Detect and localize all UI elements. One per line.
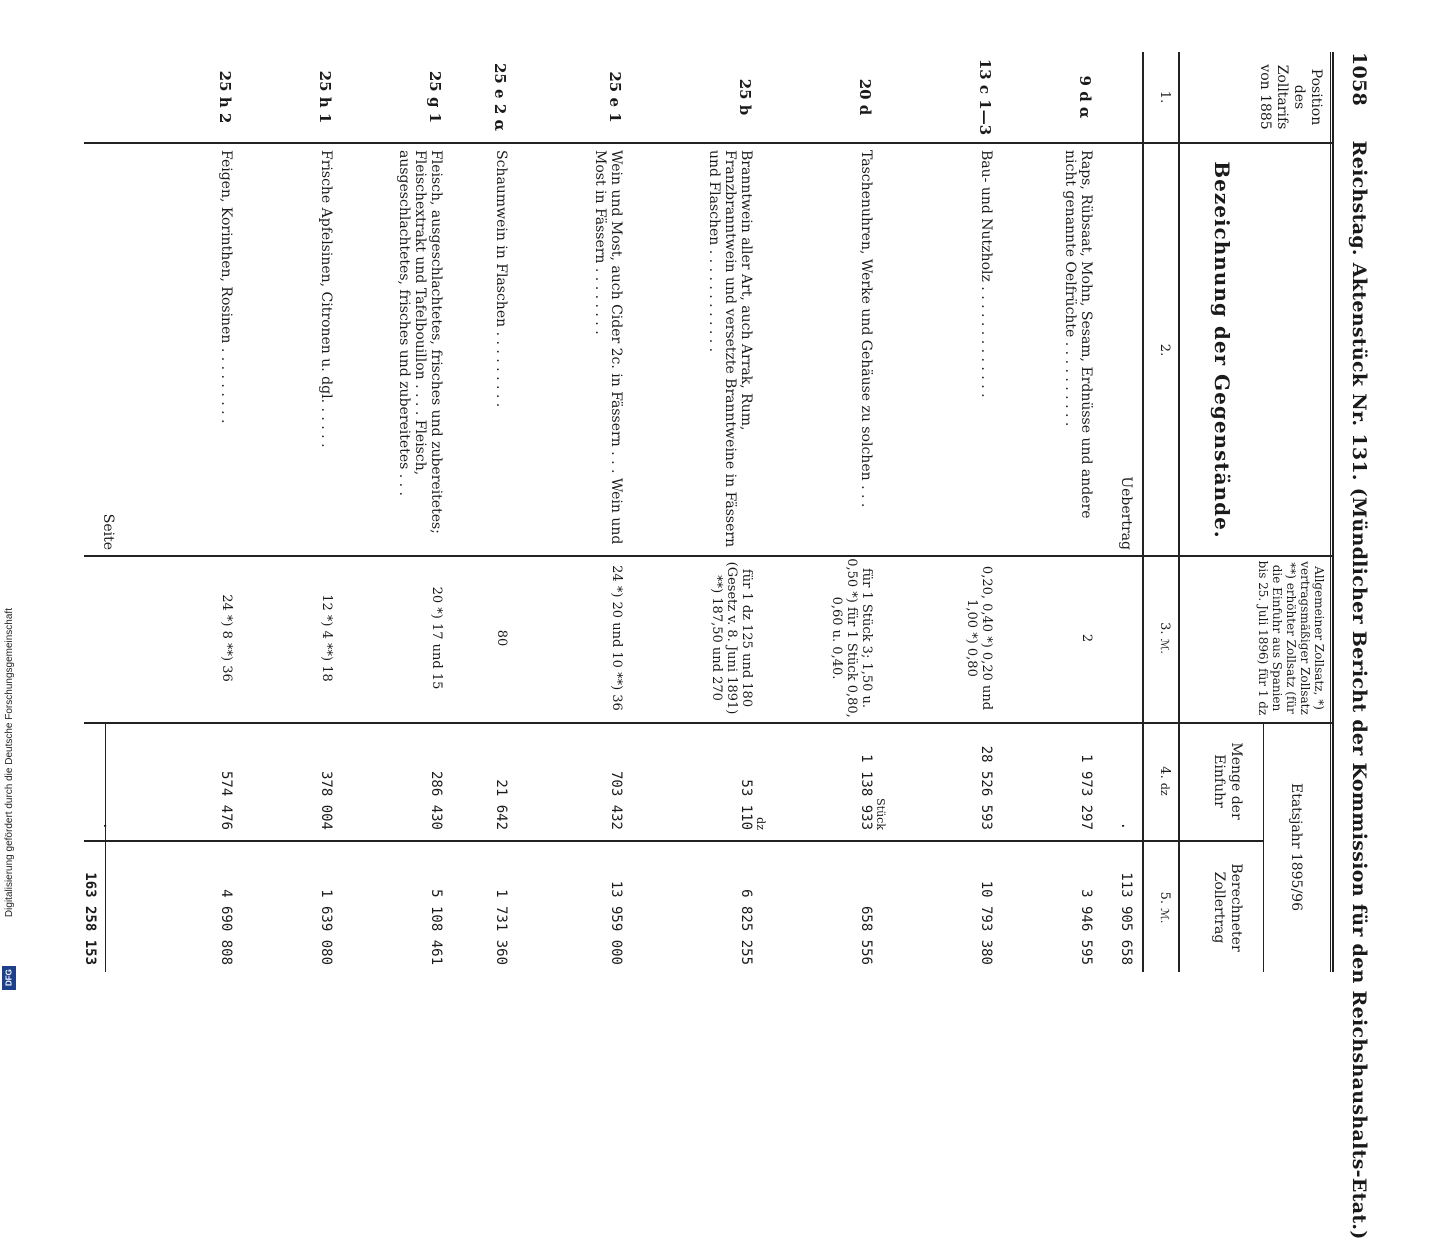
rule-top-inner (1330, 52, 1331, 972)
row-rate: 12 *) 4 **) 18 (319, 594, 334, 682)
header-quantity: Menge der Einfuhr (1211, 742, 1244, 820)
running-head-text: Reichstag. Aktenstück Nr. 131. (Mündlicher Bericht der Kommission für den Reichshaushalts-Etat.) (1348, 140, 1370, 1240)
carryover-duty: 113 905 658 (1118, 872, 1134, 965)
row-position: 25 e 2 α (491, 62, 509, 132)
rule-top (1332, 52, 1334, 972)
header-duty: Berechneter Zollertrag (1211, 863, 1244, 952)
row-duty: 658 556 (858, 905, 874, 965)
rule-col3 (84, 722, 1334, 724)
row-quantity: 286 430 (428, 770, 444, 830)
quantity-unit: dz (1158, 782, 1171, 796)
dfg-logo: DFG (2, 966, 16, 990)
row-position: 25 h 2 (216, 70, 234, 124)
row-rate: 80 (494, 629, 509, 647)
colnum-2: 2. (1157, 343, 1172, 357)
row-duty: 6 825 255 (738, 889, 754, 965)
row-quantity: 574 476 (218, 770, 234, 830)
row-rate: 20 *) 17 und 15 (429, 586, 444, 690)
colnum-5-text: 5. (1157, 891, 1172, 904)
rate-unit: ℳ. (1158, 638, 1171, 654)
row-position: 9 d α (1076, 75, 1094, 119)
rule-col1 (84, 142, 1334, 144)
rule-etatsjahr (1263, 722, 1264, 972)
row-duty: 4 690 808 (218, 889, 234, 965)
row-position: 20 d (856, 78, 874, 116)
header-description: Bezeichnung der Gegenstände. (1210, 161, 1234, 539)
row-duty: 5 108 461 (428, 889, 444, 965)
colnum-5 (1157, 845, 1172, 970)
header-position: Position des Zolltarifs von 1885 (1257, 64, 1324, 130)
row-quantity-unit: dz (754, 817, 767, 830)
row-description: Bau- und Nutzholz . . . . . . . . . . . . . (978, 150, 994, 398)
row-duty: 10 793 380 (978, 880, 994, 965)
row-duty: 1 639 080 (318, 889, 334, 965)
row-description: Raps, Rübsaat, Mohn, Sesam, Erdnüsse und andere nicht genannte Oelfrüchte . . . . . . . . . . (1062, 150, 1094, 519)
row-quantity: 21 642 (493, 779, 509, 830)
row-quantity: 53 110 (738, 779, 754, 830)
duty-unit: ℳ. (1158, 908, 1171, 924)
row-duty: 3 946 595 (1078, 889, 1094, 965)
row-description: Schaumwein in Flaschen . . . . . . . . . (493, 150, 509, 408)
row-rate: 0,20, 0,40 *) 0,20 und 1,00 *) 0,80 (964, 565, 994, 711)
row-position: 25 h 1 (316, 70, 334, 124)
digitization-note: Digitalisierung gefördert durch die Deutsche Forschungsgemeinschaft (4, 608, 15, 918)
rule-col2 (84, 555, 1334, 557)
rule-header-bottom (1178, 52, 1180, 972)
carryover-label: Uebertrag (1118, 476, 1134, 550)
colnum-3-text: 3. (1157, 622, 1172, 635)
row-duty: 1 731 360 (493, 889, 509, 965)
row-position: 25 e 1 (606, 71, 624, 123)
row-rate: für 1 Stück 3; 1,50 u. 0,50 *) für 1 Stück 0,80, 0,60 u. 0,40. (829, 558, 874, 718)
colnum-4 (1157, 725, 1172, 837)
rule-col4 (84, 840, 1264, 842)
row-position: 25 g 1 (426, 70, 444, 124)
row-rate: 2 (1079, 633, 1094, 643)
colnum-3 (1157, 558, 1172, 718)
row-rate: für 1 dz 125 und 180 (Gesetz v. 8. Juni 1891) **) 187,50 und 270 (709, 561, 754, 715)
row-duty: 13 959 000 (608, 880, 624, 965)
row-quantity: 1 138 933 (858, 754, 874, 830)
footer-quantity: . (100, 821, 116, 830)
row-description: Fleisch, ausgeschlachtetes, frisches und zubereitetes; Fleischextrakt und Tafelbouillon . . . . Fleisch, ausgeschlachtetes, frisches und zubereitetes . . . (396, 150, 444, 534)
row-quantity-unit: Stück (874, 798, 887, 830)
row-quantity: 28 526 593 (978, 745, 994, 830)
colnum-4-text: 4. (1157, 766, 1172, 779)
footer-duty: 163 258 153 (82, 872, 98, 965)
colnum-1: 1. (1157, 90, 1172, 104)
row-description: Branntwein aller Art, auch Arrak, Rum, Franzbranntwein und versetzte Branntweine in Fässern und Flaschen . . . . . . . . . . . . (706, 150, 754, 548)
running-head (1348, 52, 1370, 1240)
row-description: Taschenuhren, Werke und Gehäuse zu solchen . . . (858, 150, 874, 508)
row-description: Frische Apfelsinen, Citronen u. dgl. . . . . . (318, 150, 334, 448)
header-rate: Allgemeiner Zollsatz, *) vertragsmäßiger Zollsatz **) erhöhter Zollsatz (für die Einfuhr aus Spanien bis 25. Juli 1896) für 1 dz (1256, 560, 1326, 716)
row-rate: 24 *) 8 **) 36 (219, 594, 234, 682)
row-description: Wein und Most, auch Cider 2c. in Fässern . . . Wein und Most in Fässern . . . . . . . . (592, 150, 624, 545)
row-quantity: 378 004 (318, 770, 334, 830)
carryover-quantity: . (1118, 821, 1134, 830)
rule-colnums (1142, 52, 1144, 972)
row-position: 13 c 1—3 (976, 58, 994, 136)
footer-label: Seite (100, 513, 116, 550)
row-quantity: 1 973 297 (1078, 754, 1094, 830)
row-rate: 24 *) 20 und 10 **) 36 (609, 565, 624, 711)
row-quantity: 703 432 (608, 770, 624, 830)
row-description: Feigen, Korinthen, Rosinen . . . . . . . . . (218, 150, 234, 424)
header-etatsjahr: Etatsjahr 1895/96 (1288, 782, 1304, 911)
row-position: 25 b (736, 78, 754, 116)
page-number: 1058 (1348, 52, 1370, 107)
